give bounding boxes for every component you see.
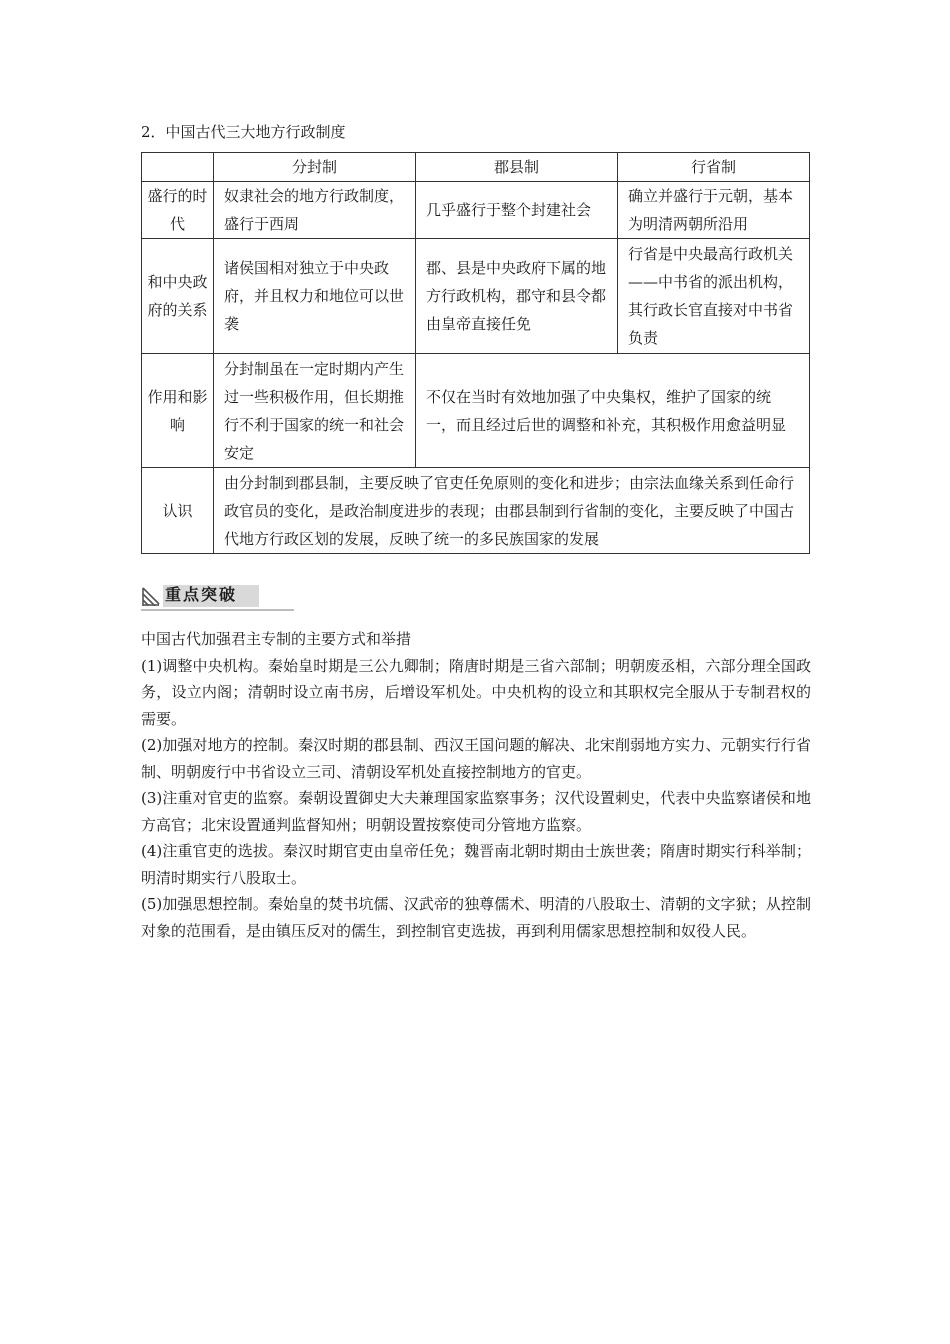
table-cell: 行省是中央最高行政机关——中书省的派出机构，其行政长官直接对中书省负责 xyxy=(618,239,810,354)
key-points-heading xyxy=(141,583,294,611)
list-item: (5)加强思想控制。秦始皇的焚书坑儒、汉武帝的独尊儒术、明清的八股取士、清朝的文字狱；从控制对象的范围看，是由镇压反对的儒生，到控制官吏选拔，再到利用儒家思想控制和奴役人民。 xyxy=(141,895,811,940)
section-title: 2．中国古代三大地方行政制度 xyxy=(141,123,346,141)
table-row xyxy=(142,468,810,554)
diagonal-stripes-icon xyxy=(141,586,161,606)
list-item: (2)加强对地方的控制。秦汉时期的郡县制、西汉王国问题的解决、北宋削弱地方实力、元朝实行行省制、明朝废行中书省设立三司、清朝设军机处直接控制地方的官吏。 xyxy=(141,736,811,781)
table-row xyxy=(142,354,810,468)
list-item: (1)调整中央机构。秦始皇时期是三公九卿制；隋唐时期是三省六部制；明朝废丞相，六部分理全国政务，设立内阁；清朝时设立南书房，后增设军机处。中央机构的设立和其职权完全服从于专制君权的需要。 xyxy=(141,656,811,728)
header-cell-xingsheng: 行省制 xyxy=(618,153,810,182)
key-points-body xyxy=(141,626,811,944)
administrative-systems-table xyxy=(141,152,810,554)
table-cell-merged: 不仅在当时有效地加强了中央集权，维护了国家的统一，而且经过后世的调整和补充，其积极作用愈益明显 xyxy=(416,354,810,468)
table-row xyxy=(142,239,810,354)
list-item: (3)注重对官吏的监察。秦朝设置御史大夫兼理国家监察事务；汉代设置刺史，代表中央监察诸侯和地方高官；北宋设置通判监督知州；明朝设置按察使司分管地方监察。 xyxy=(141,789,811,834)
header-cell-fenfeng: 分封制 xyxy=(214,153,416,182)
row-label: 作用和影响 xyxy=(142,354,214,468)
table-cell-merged: 由分封制到郡县制，主要反映了官吏任免原则的变化和进步；由宗法血缘关系到任命行政官员的变化，是政治制度进步的表现；由郡县制到行省制的变化，主要反映了中国古代地方行政区划的发展，反映了统一的多民族国家的发展 xyxy=(214,468,810,554)
intro-text: 中国古代加强君主专制的主要方式和举措 xyxy=(141,630,412,648)
table-cell: 确立并盛行于元朝，基本为明清两朝所沿用 xyxy=(618,182,810,239)
table-cell: 诸侯国相对独立于中央政府，并且权力和地位可以世袭 xyxy=(214,239,416,354)
table-cell: 几乎盛行于整个封建社会 xyxy=(416,182,618,239)
table-header-row xyxy=(142,153,810,182)
table-cell: 分封制虽在一定时期内产生过一些积极作用，但长期推行不利于国家的统一和社会安定 xyxy=(214,354,416,468)
row-label: 盛行的时代 xyxy=(142,182,214,239)
table-row xyxy=(142,182,810,239)
header-cell-empty xyxy=(142,153,214,182)
row-label: 和中央政府的关系 xyxy=(142,239,214,354)
header-cell-junxian: 郡县制 xyxy=(416,153,618,182)
row-label: 认识 xyxy=(142,468,214,554)
heading-underline xyxy=(141,609,294,611)
table-cell: 郡、县是中央政府下属的地方行政机构，郡守和县令都由皇帝直接任免 xyxy=(416,239,618,354)
list-item: (4)注重官吏的选拔。秦汉时期官吏由皇帝任免；魏晋南北朝时期由士族世袭；隋唐时期实行科举制；明清时期实行八股取士。 xyxy=(141,842,811,887)
heading-title: 重点突破 xyxy=(165,585,238,604)
table-cell: 奴隶社会的地方行政制度，盛行于西周 xyxy=(214,182,416,239)
